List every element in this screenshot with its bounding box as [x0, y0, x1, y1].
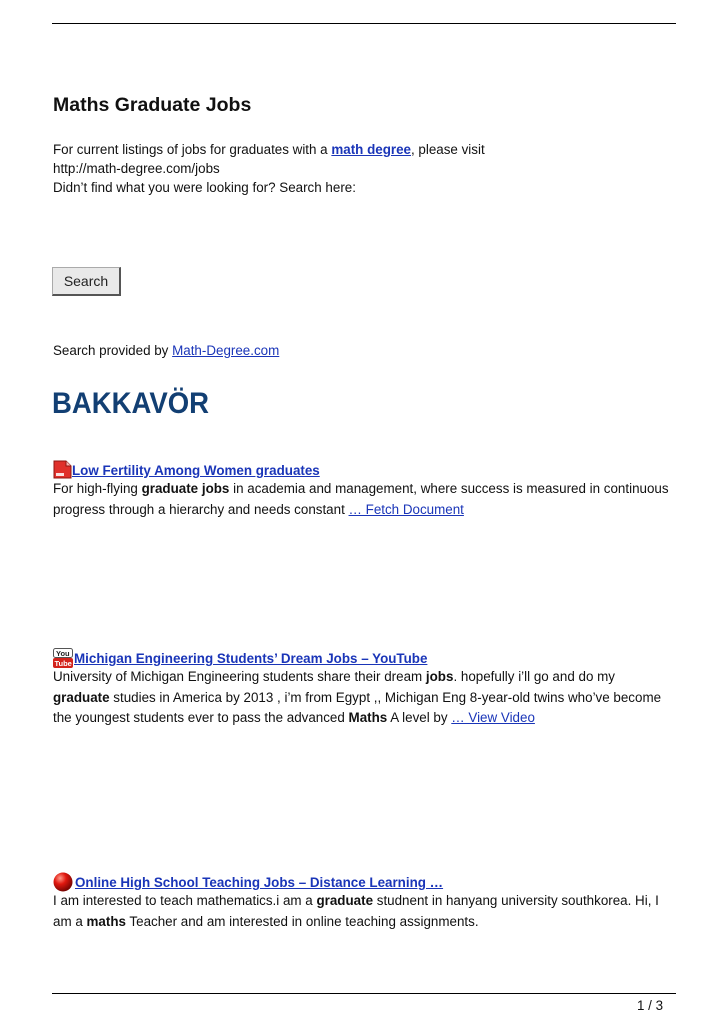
search-prompt: Didn’t find what you were looking for? Search here:: [53, 180, 356, 195]
search-result-1: [53, 460, 675, 520]
page-indicator: 1 / 3: [637, 998, 664, 1013]
search-result-2: [53, 648, 675, 729]
result-1-title[interactable]: Low Fertility Among Women graduates: [72, 463, 320, 478]
result-2-title[interactable]: Michigan Engineering Students’ Dream Jobs – YouTube: [74, 651, 428, 666]
intro-paragraph: [53, 140, 485, 197]
youtube-icon: [53, 648, 73, 674]
red-ball-icon: [53, 872, 73, 897]
bakkavor-logo: [52, 386, 212, 416]
page-title: Maths Graduate Jobs: [53, 94, 252, 116]
logo-text: BAKKAVÖR: [52, 387, 210, 416]
intro-text-after: , please visit: [410, 142, 485, 157]
intro-text: For current listings of jobs for graduates with a: [53, 142, 332, 157]
result-3-title[interactable]: Online High School Teaching Jobs – Distance Learning …: [75, 875, 444, 890]
result-2-snippet: University of Michigan Engineering students share their dream jobs. hopefully i’ll go and do my graduate studies in America by 2013 , i’m from Egypt ,, Michigan Eng 8-year-old twins who’ve become the youngest students ever to pass the advanced Maths A level by … View Video: [53, 669, 662, 725]
fetch-document-link[interactable]: … Fetch Document: [348, 501, 464, 517]
header-rule: [52, 23, 676, 24]
search-button[interactable]: Search: [52, 267, 121, 296]
math-degree-link[interactable]: math degree: [331, 142, 411, 157]
search-result-3: [53, 872, 675, 932]
svg-text:You: You: [56, 649, 70, 658]
svg-text:Tube: Tube: [54, 659, 72, 668]
view-video-link[interactable]: … View Video: [451, 710, 535, 725]
result-3-snippet: I am interested to teach mathematics.i am a graduate studnent in hanyang university southkorea. Hi, I am a maths Teacher and am interested in online teaching assignments.: [53, 893, 659, 929]
jobs-url-text: http://math-degree.com/jobs: [53, 161, 220, 176]
math-degree-com-link[interactable]: Math-Degree.com: [172, 343, 280, 358]
footer-rule: [52, 993, 676, 994]
provided-by-text: Search provided by: [53, 343, 173, 358]
search-provided-by: [53, 341, 279, 360]
pdf-document-icon: [53, 460, 72, 484]
result-1-snippet: For high-flying graduate jobs in academia and management, where success is measured in continuous progress through a hierarchy and needs constant … Fetch Document: [53, 481, 669, 517]
